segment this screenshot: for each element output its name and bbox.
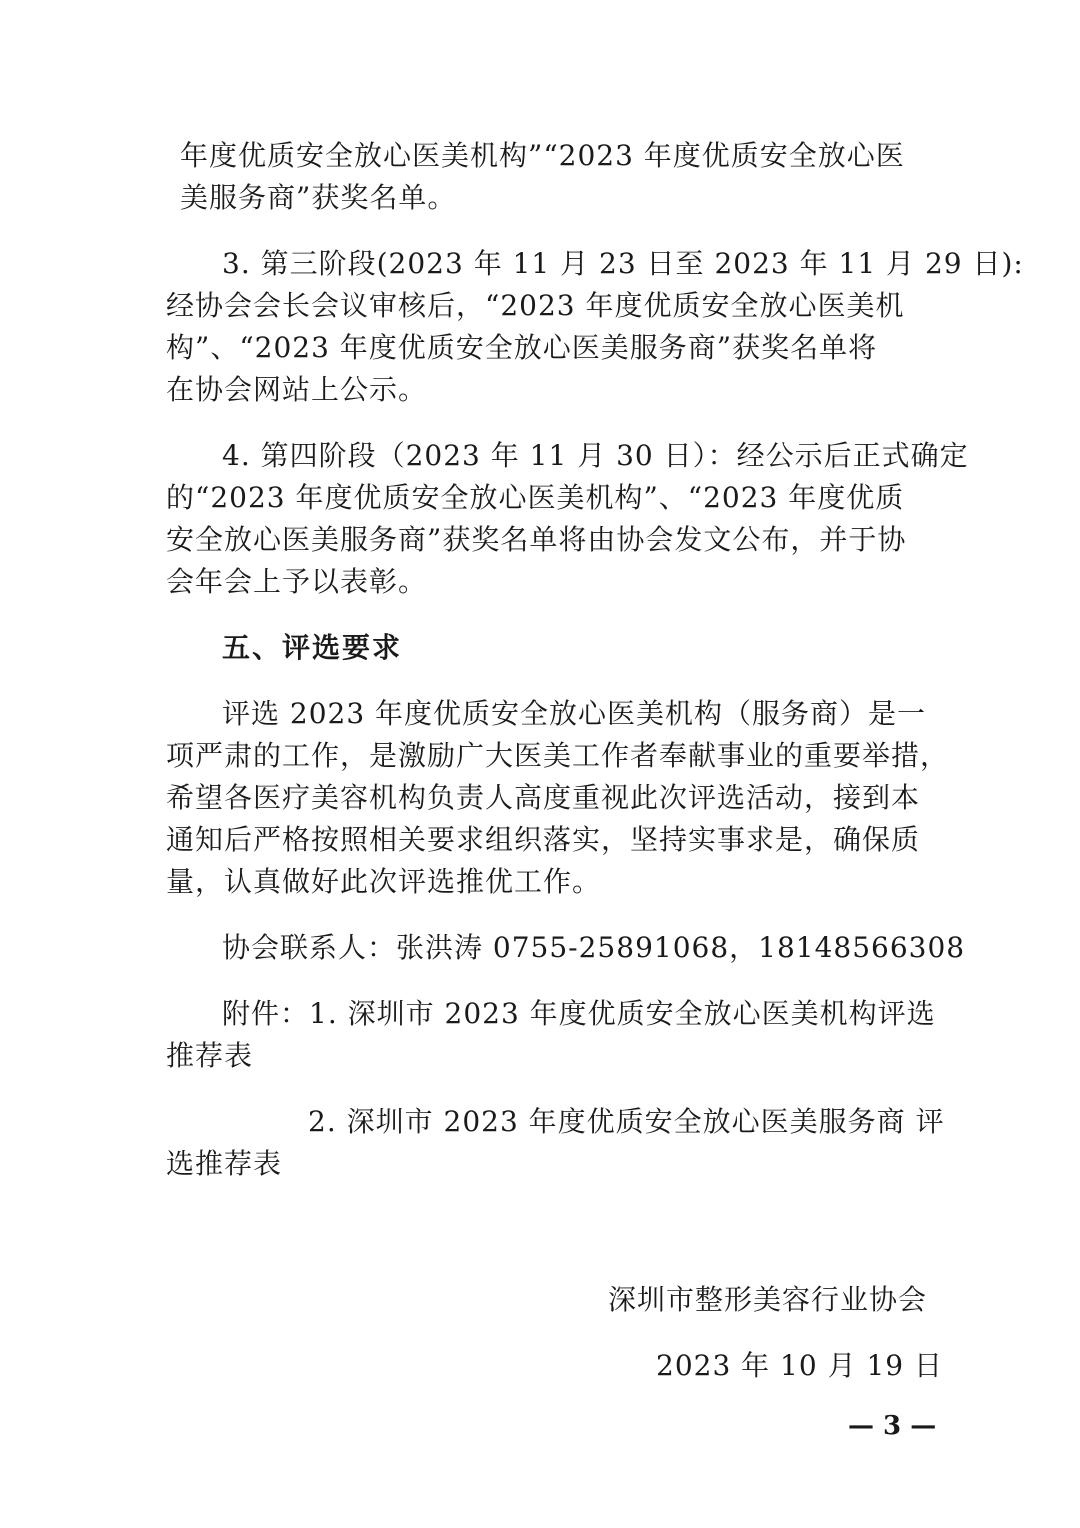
- section5-line-2: 项严肃的工作，是激励广大医美工作者奉献事业的重要举措，: [166, 739, 950, 772]
- section5-heading: 五、评选要求: [222, 631, 403, 664]
- attachment-1-line-2: 推荐表: [166, 1039, 254, 1072]
- section5-line-4: 通知后严格按照相关要求组织落实，坚持实事求是，确保质: [166, 823, 921, 856]
- section5-line-1: 评选 2023 年度优质安全放心医美机构（服务商）是一: [222, 697, 927, 730]
- stage3-line-4: 在协会网站上公示。: [166, 373, 428, 406]
- carryover-line-2: 美服务商”获奖名单。: [180, 181, 457, 214]
- contact-line: 协会联系人：张洪涛 0755-25891068，18148566308: [222, 931, 966, 964]
- stage4-line-4: 会年会上予以表彰。: [166, 565, 428, 598]
- attachment-2-line-2: 选推荐表: [166, 1147, 283, 1180]
- signature-date: 2023 年 10 月 19 日: [656, 1349, 944, 1382]
- attachment-1-line-1: 附件：1. 深圳市 2023 年度优质安全放心医美机构评选: [222, 997, 936, 1030]
- page-number: — 3 —: [848, 1411, 937, 1441]
- stage4-line-1: 4. 第四阶段（2023 年 11 月 30 日）：经公示后正式确定: [222, 439, 969, 472]
- stage3-line-1: 3. 第三阶段(2023 年 11 月 23 日至 2023 年 11 月 29 日):: [222, 247, 1024, 280]
- attachment-2-line-1: 2. 深圳市 2023 年度优质安全放心医美服务商 评: [308, 1105, 945, 1138]
- section5-line-5: 量，认真做好此次评选推优工作。: [166, 865, 602, 898]
- section5-line-3: 希望各医疗美容机构负责人高度重视此次评选活动，接到本: [166, 781, 921, 814]
- stage3-line-3: 构”、“2023 年度优质安全放心医美服务商”获奖名单将: [166, 331, 878, 364]
- stage4-line-2: 的“2023 年度优质安全放心医美机构”、“2023 年度优质: [166, 481, 905, 514]
- stage3-line-2: 经协会会长会议审核后，“2023 年度优质安全放心医美机: [166, 289, 905, 322]
- stage4-line-3: 安全放心医美服务商”获奖名单将由协会发文公布，并于协: [166, 523, 907, 556]
- carryover-line-1: 年度优质安全放心医美机构”“2023 年度优质安全放心医: [180, 139, 905, 172]
- signature-organization: 深圳市整形美容行业协会: [608, 1283, 928, 1316]
